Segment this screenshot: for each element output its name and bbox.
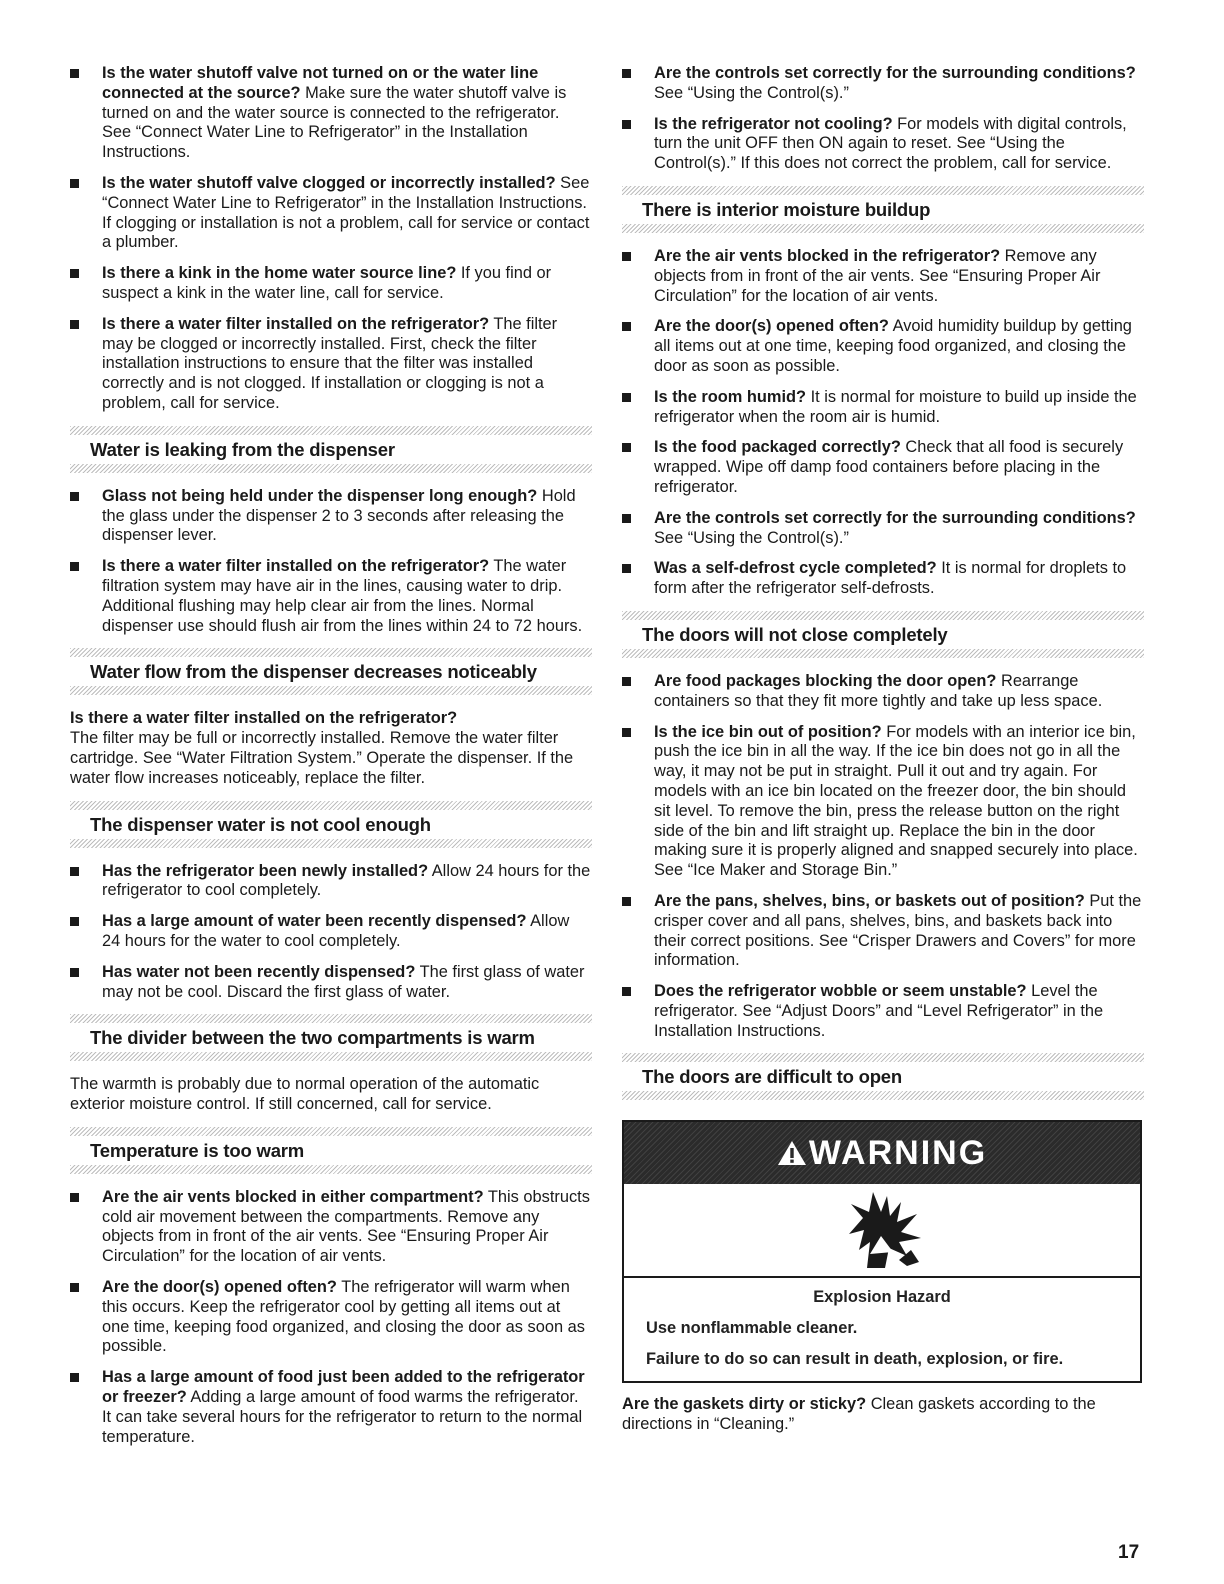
bullet [622,564,631,573]
bullet [622,69,631,78]
heading-band [70,426,592,435]
bullet [622,443,631,452]
list-item: Are the pans, shelves, bins, or baskets out of position? Put the crisper cover and all pans, shelves, bins, and baskets back into their correct positions. See “Crisper Drawers and Covers” for more information. [622,892,1144,971]
bullet [622,514,631,523]
bullet [70,269,79,278]
section-heading-flow: Water flow from the dispenser decreases noticeably [70,648,592,695]
section-heading-divider: The divider between the two compartments is warm [70,1014,592,1061]
paragraph: Are the gaskets dirty or sticky? Clean gaskets according to the directions in “Cleaning.” [622,1395,1096,1434]
warning-banner [624,1122,1140,1184]
list-item: Is there a kink in the home water source line? If you find or suspect a kink in the water line, call for service. [70,264,592,304]
heading-band [622,1053,1144,1062]
list-item: Was a self-defrost cycle completed? It is normal for droplets to form after the refrigerator self-defrosts. [622,559,1144,599]
bullet [622,897,631,906]
bullet [70,320,79,329]
bullet [622,252,631,261]
list-item: Is there a water filter installed on the refrigerator? The water filtration system may have air in the lines, causing water to drip. Additional flushing may help clear air from the lines. Normal dispenser use should flush air from the lines within 24 to 72 hours. [70,557,592,636]
section-heading-cool: The dispenser water is not cool enough [70,801,592,848]
alert-triangle-icon [777,1139,807,1167]
explosion-icon [624,1184,1140,1278]
list-item: Is the refrigerator not cooling? For models with digital controls, turn the unit OFF then ON again to reset. See “Using the Control(s).” If this does not correct the problem, call for service. [622,115,1144,174]
warning-line-1: Use nonflammable cleaner. [646,1319,858,1338]
heading-band [70,1127,592,1136]
bullet [70,867,79,876]
bullet [622,677,631,686]
bullet [70,1193,79,1202]
warning-title: WARNING [777,1134,987,1173]
heading-band [622,224,1144,233]
bullet [622,728,631,737]
list-item: Glass not being held under the dispenser long enough? Hold the glass under the dispenser 2 to 3 seconds after releasing the dispenser lever. [70,487,592,546]
heading-band [622,186,1144,195]
list-item: Is there a water filter installed on the refrigerator? The filter may be clogged or incorrectly installed. First, check the filter installation instructions to ensure that the filter was installed correctly and is not clogged. If installation or clogging is not a problem, call for service. [70,315,592,414]
list-item: Does the refrigerator wobble or seem unstable? Level the refrigerator. See “Adjust Doors” and “Level Refrigerator” in the Installation Instructions. [622,982,1144,1041]
list-item: Are the controls set correctly for the surrounding conditions? See “Using the Control(s).” [622,509,1144,549]
warning-box [622,1120,1142,1383]
list-item: Is the room humid? It is normal for moisture to build up inside the refrigerator when the room air is humid. [622,388,1144,428]
bullet [70,968,79,977]
bullet [70,492,79,501]
bullet [622,987,631,996]
section-heading-warm: Temperature is too warm [70,1127,592,1174]
heading-band [70,801,592,810]
list-item: Has water not been recently dispensed? The first glass of water may not be cool. Discard the first glass of water. [70,963,592,1003]
bullet [622,393,631,402]
list-item: Is the water shutoff valve not turned on or the water line connected at the source? Make sure the water shutoff valve is turned on and the water source is connected to the refrigerator. See “Connect Water Line to Refrigerator” in the Installation Instructions. [70,64,592,163]
heading-band [622,649,1144,658]
bullet [70,1283,79,1292]
left-column [70,64,592,1458]
list-item: Are food packages blocking the door open? Rearrange containers so that they fit more tightly and take up less space. [622,672,1144,712]
list-item: Are the door(s) opened often? The refrigerator will warm when this occurs. Keep the refrigerator cool by getting all items out at one time, keeping food organized, and closing the door as soon as possible. [70,1278,592,1357]
heading-band [622,1091,1144,1100]
list-item: Is the ice bin out of position? For models with an interior ice bin, push the ice bin in all the way. If the ice bin does not go in all the way, it may not be put in straight. Pull it out and try again. For models with an ice bin located on the freezer door, the bin should sit level. To remove the bin, press the release button on the right side of the bin and lift straight up. Replace the bin in the door making sure it is properly aligned and snapped securely into place. See “Ice Maker and Storage Bin.” [622,723,1144,881]
warning-line-2: Failure to do so can result in death, explosion, or fire. [646,1350,1064,1369]
heading-band [70,648,592,657]
page-number: 17 [1118,1542,1140,1563]
list-item: Is the food packaged correctly? Check that all food is securely wrapped. Wipe off damp food containers before placing in the refrigerator. [622,438,1144,497]
paragraph: The warmth is probably due to normal operation of the automatic exterior moisture control. If still concerned, call for service. [70,1075,540,1114]
list-item: Are the air vents blocked in the refrigerator? Remove any objects from in front of the air vents. See “Ensuring Proper Air Circulation” for the location of air vents. [622,247,1144,306]
bullet [70,1373,79,1382]
heading-band [70,839,592,848]
paragraph: Is there a water filter installed on the refrigerator? The filter may be full or incorrectly installed. Remove the water filter cartridge. See “Water Filtration System.” Operate the dispenser. If the water flow increases noticeably, replace the filter. [70,709,574,787]
hazard-label: Explosion Hazard [813,1288,951,1307]
bullet [70,179,79,188]
section-heading-moisture: There is interior moisture buildup [622,186,1144,233]
list-item: Has a large amount of water been recently dispensed? Allow 24 hours for the water to cool completely. [70,912,592,952]
heading-band [70,1165,592,1174]
list-item: Is the water shutoff valve clogged or incorrectly installed? See “Connect Water Line to Refrigerator” in the Installation Instructions. If clogging or installation is not a problem, call for service or contact a plumber. [70,174,592,253]
heading-band [70,1052,592,1061]
heading-band [70,686,592,695]
heading-band [70,1014,592,1023]
bullet [70,917,79,926]
bullet [622,322,631,331]
warning-text [624,1278,1140,1381]
bullet [70,562,79,571]
right-column [622,64,1144,1446]
list-item: Has a large amount of food just been added to the refrigerator or freezer? Adding a large amount of food warms the refrigerator. It can take several hours for the refrigerator to return to the normal temperature. [70,1368,592,1447]
section-heading-close: The doors will not close completely [622,611,1144,658]
list-item: Are the door(s) opened often? Avoid humidity buildup by getting all items out at one time, keeping food organized, and closing the door as soon as possible. [622,317,1144,376]
section-heading-difficult: The doors are difficult to open [622,1053,1144,1100]
list-item: Are the controls set correctly for the surrounding conditions? See “Using the Control(s).” [622,64,1144,104]
heading-band [70,464,592,473]
list-item: Are the air vents blocked in either compartment? This obstructs cold air movement between the compartments. Remove any objects from in front of the air vents. See “Ensuring Proper Air Circulation” for the location of air vents. [70,1188,592,1267]
bullet [70,69,79,78]
list-item: Has the refrigerator been newly installed? Allow 24 hours for the refrigerator to cool completely. [70,862,592,902]
section-heading-leaking: Water is leaking from the dispenser [70,426,592,473]
heading-band [622,611,1144,620]
bullet [622,120,631,129]
